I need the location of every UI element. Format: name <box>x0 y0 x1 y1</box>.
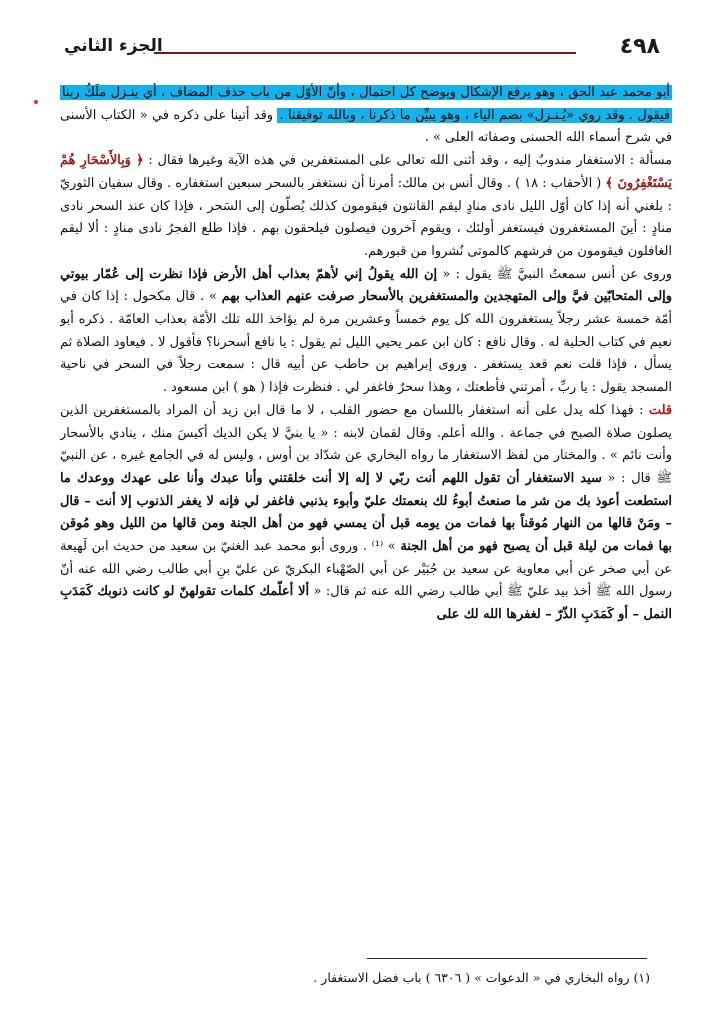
paragraph-text: مسألة : الاستغفار مندوبٌ إليه ، وقد أثنى الله تعالى على المستغفرين في هذه الآية وغيرها فقال : <box>143 153 672 169</box>
paragraph-text: وروى عن أنس سمعتُ النبيَّ ﷺ يقول : « <box>437 266 672 282</box>
footnote: (١) رواه البخاري في « الدعوات » ( ٦٣٠٦ ) باب فضل الاستغفار . <box>313 970 650 985</box>
paragraph-text: وقد أتينا على ذكره في « الكتاب الأسنى في شرح أسماء الله الحسنى وصفاته العلى » . <box>60 107 672 146</box>
paragraph-1 <box>60 82 672 150</box>
paragraph-3 <box>60 264 672 400</box>
paragraph-text: : فهذا كله يدل على أنه استغفار باللسان مع حضور القلب ، لا ما قال ابن زيد أن المراد بالمستغفرين الذين يصلون صلاة الصبح في جماعة . والله أعلم. وقال لقمان لابنه : « يا بنيَّ لا يكن الديك أكيسَ منك ، ينادي بالأسحار وأنت نائم » . والمختار من لفظ الاستغفار ما رواه البخاري عن شدّاد بن أوس ، وليس له في الجامع غيره ، عن النبيّ ﷺ قال : « <box>60 402 672 486</box>
part-title: الجزء الثاني <box>64 36 163 56</box>
page-number: ٤٩٨ <box>619 34 660 59</box>
header-rule <box>154 52 576 54</box>
footnote-rule <box>367 958 647 959</box>
paragraph-text: ( الأحقاب : ١٨ ) . وقال أنس بن مالك: أمرنا أن نستغفر بالسحر سبعين استغفاره . وقال سفيان الثوريّ : بلغني أنه إذا كان أوّل الليل نادى منادٍ ليقم القانتون فيقومون كذلك يُصلّون إلى السَحر ، فإذا كان عند السحر نادى منادٍ : أينَ المستغفرون فيستغفر أولئك ، ويقوم آخرون فيصلون فيلحقون بهم . فإذا طلع الفجرُ نادى منادٍ : ألا ليقم الغافلون فيقومون من فرشهم كالموتى نُشروا من قبورهم. <box>60 175 672 259</box>
paragraph-text: » ⁽¹⁾ . وروى أبو محمد عبد الغنيّ بن سعيد من حديث ابن لَهيعة عن أبي صخر عن أبي معاوية عن سعيد بن جُبَيْر عن أبي الصّهْباء البكريّ عن عليّ بنِ أبي طالب رضي الله عنه أنّ رسول الله ﷺ أخذ بيد عليّ ﷺ أبي طالب رضي الله عنه ثم قال: « <box>60 539 672 600</box>
highlighted-passage[interactable]: أبو محمد عبد الحق ، وهو يرفع الإشكال ويوضح كل احتمال ، وأنّ الأوّل من باب حذف المضاف ، أي ينـزل ملَكُ ربنا فيقول . وقد روي «يُـنـزل» بضم الياء ، وهو يبيِّن ما ذكرنا ، وبالله توفيقنا . <box>62 85 670 123</box>
hadith-text: ألا أعلّمك كلمات تقولهنّ لو كانت ذنوبك كَمَدَبِ النمل – أو كَمَدَبِ الذّرّ – لغفرها الله لك على <box>60 584 672 623</box>
paragraph-2 <box>60 150 672 264</box>
body-text <box>60 82 672 962</box>
hadith-text: إن الله يقولُ إني لأهمّ بعذاب أهل الأرض فإذا نظرت إلى عُمّار بيوتي وإلى المتحابّين فيَّ وإلى المتهجدين والمستغفرين بالأسحار صرفت عنهم العذاب بهم <box>60 266 672 305</box>
qultu-label: قلت <box>648 402 672 418</box>
paragraph-text: » . قال مكحول : إذا كان في أمّة خمسة عشر رجلاً يستغفرون الله كل يوم خمساً وعشرين مرة لم يؤاخذ الله تلك الأمّة بعذاب العامّة . ذكره أبو نعيم في كتاب الحلية له . وقال نافع : كان ابن عمر يحيي الليل ثم يقول : يا نافع أسحرنا؟ فأقول لا . فيعاود الصلاة ثم يسأل ، فإذا قلت نعم قعد يستغفر . وروى إبراهيم بن حاطب عن أبيه قال : سمعت رجلاً في السحر في ناحية المسجد يقول : يا ربِّ ، أمرتني فأطعتك ، وهذا سحرٌ فاغفر لي . فنظرت فإذا ( هو ) ابن مسعود . <box>60 289 672 396</box>
margin-mark <box>34 100 38 104</box>
hadith-text: سيد الاستغفار أن تقول اللهم أنت ربّي لا إله إلا أنت خلقتني وأنا عبدك وأنا على عهدك ووعدك ما استطعت أعوذ بك من شر ما صنعتُ أبوءُ لك بنعمتك عليّ وأبوء بذنبي فاغفر لي فإنه لا يغفر الذنوب إلا أنت – قال – ومَنْ قالها من النهار مُوقناً بها فمات من يومه قبل أن يمسي فهو من أهل الجنة ومن قالها من الليل وهو مُوقن بها فمات من ليلة قبل أن يصبح فهو من أهل الجنة <box>60 470 672 555</box>
paragraph-4 <box>60 400 672 627</box>
quran-verse: ﴿ وَبِالأَسْحَارِ هُمْ يَسْتَغْفِرُونَ ﴾ <box>60 153 672 191</box>
page-header <box>64 34 664 68</box>
